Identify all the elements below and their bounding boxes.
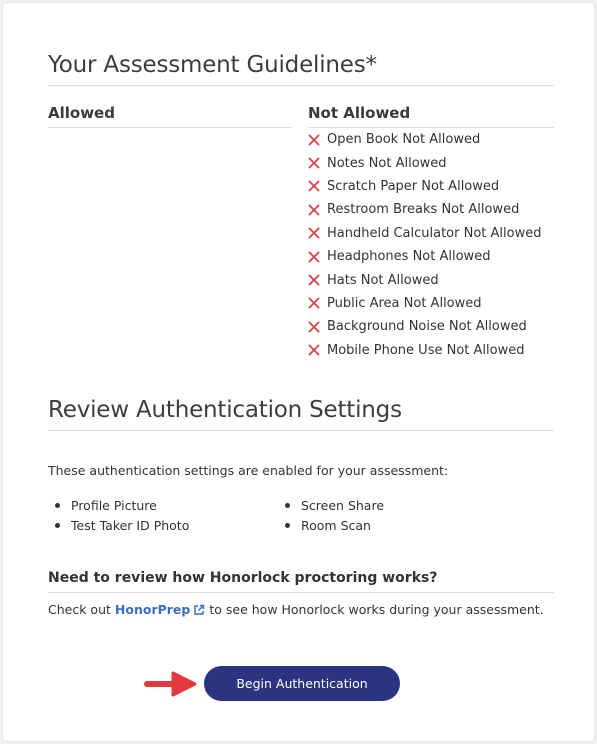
bullet-icon	[285, 523, 290, 528]
guidelines-divider	[48, 85, 554, 86]
x-mark-icon	[308, 297, 320, 309]
not-allowed-item	[308, 268, 541, 291]
not-allowed-item-label: Notes Not Allowed	[327, 155, 447, 171]
not-allowed-item-label: Scratch Paper Not Allowed	[327, 178, 500, 194]
begin-authentication-button[interactable]: Begin Authentication	[204, 666, 400, 701]
x-mark-icon	[308, 157, 320, 169]
not-allowed-item	[308, 198, 541, 221]
x-mark-icon	[308, 321, 320, 333]
honorprep-text	[48, 602, 544, 617]
not-allowed-item	[308, 292, 541, 315]
not-allowed-list	[308, 128, 541, 362]
auth-setting-label: Room Scan	[301, 517, 371, 533]
not-allowed-item-label: Headphones Not Allowed	[327, 249, 491, 265]
honorprep-suffix: to see how Honorlock works during your assessment.	[209, 602, 544, 617]
honorprep-prefix: Check out	[48, 602, 111, 617]
not-allowed-item	[308, 339, 541, 362]
arrow-right-icon	[143, 670, 201, 698]
auth-setting-label: Profile Picture	[71, 497, 157, 513]
not-allowed-item	[308, 128, 541, 151]
not-allowed-item-label: Open Book Not Allowed	[327, 132, 481, 148]
authentication-divider	[48, 430, 554, 431]
assessment-guidelines-card	[2, 2, 595, 742]
auth-setting-label: Screen Share	[301, 497, 385, 513]
auth-settings-list-right	[278, 495, 384, 535]
auth-settings-list-left	[48, 495, 189, 535]
not-allowed-item-label: Handheld Calculator Not Allowed	[327, 225, 542, 241]
x-mark-icon	[308, 180, 320, 192]
honorprep-link[interactable]: HonorPrep	[114, 602, 191, 617]
allowed-header: Allowed	[48, 104, 115, 122]
not-allowed-item	[308, 151, 541, 174]
x-mark-icon	[308, 251, 320, 263]
bullet-icon	[55, 523, 60, 528]
authentication-title: Review Authentication Settings	[48, 397, 402, 423]
auth-setting-label: Test Taker ID Photo	[71, 517, 190, 533]
not-allowed-item	[308, 222, 541, 245]
not-allowed-item	[308, 175, 541, 198]
auth-setting-item	[278, 495, 384, 515]
bullet-icon	[55, 503, 60, 508]
not-allowed-item-label: Public Area Not Allowed	[327, 295, 482, 311]
x-mark-icon	[308, 134, 320, 146]
auth-setting-item	[278, 515, 384, 535]
external-link-icon[interactable]	[193, 604, 205, 616]
honorprep-divider	[48, 592, 554, 593]
honorprep-heading: Need to review how Honorlock proctoring works?	[48, 570, 438, 586]
not-allowed-item-label: Background Noise Not Allowed	[327, 319, 527, 335]
not-allowed-header: Not Allowed	[308, 104, 411, 122]
auth-setting-item	[48, 495, 189, 515]
not-allowed-item-label: Hats Not Allowed	[327, 272, 439, 288]
auth-setting-item	[48, 515, 189, 535]
x-mark-icon	[308, 344, 320, 356]
not-allowed-item-label: Mobile Phone Use Not Allowed	[327, 342, 525, 358]
x-mark-icon	[308, 204, 320, 216]
not-allowed-item	[308, 245, 541, 268]
x-mark-icon	[308, 227, 320, 239]
allowed-divider	[48, 127, 292, 128]
bullet-icon	[285, 503, 290, 508]
x-mark-icon	[308, 274, 320, 286]
not-allowed-item-label: Restroom Breaks Not Allowed	[327, 202, 520, 218]
authentication-intro: These authentication settings are enabled for your assessment:	[48, 463, 449, 478]
guidelines-title: Your Assessment Guidelines*	[48, 52, 377, 78]
not-allowed-item	[308, 315, 541, 338]
